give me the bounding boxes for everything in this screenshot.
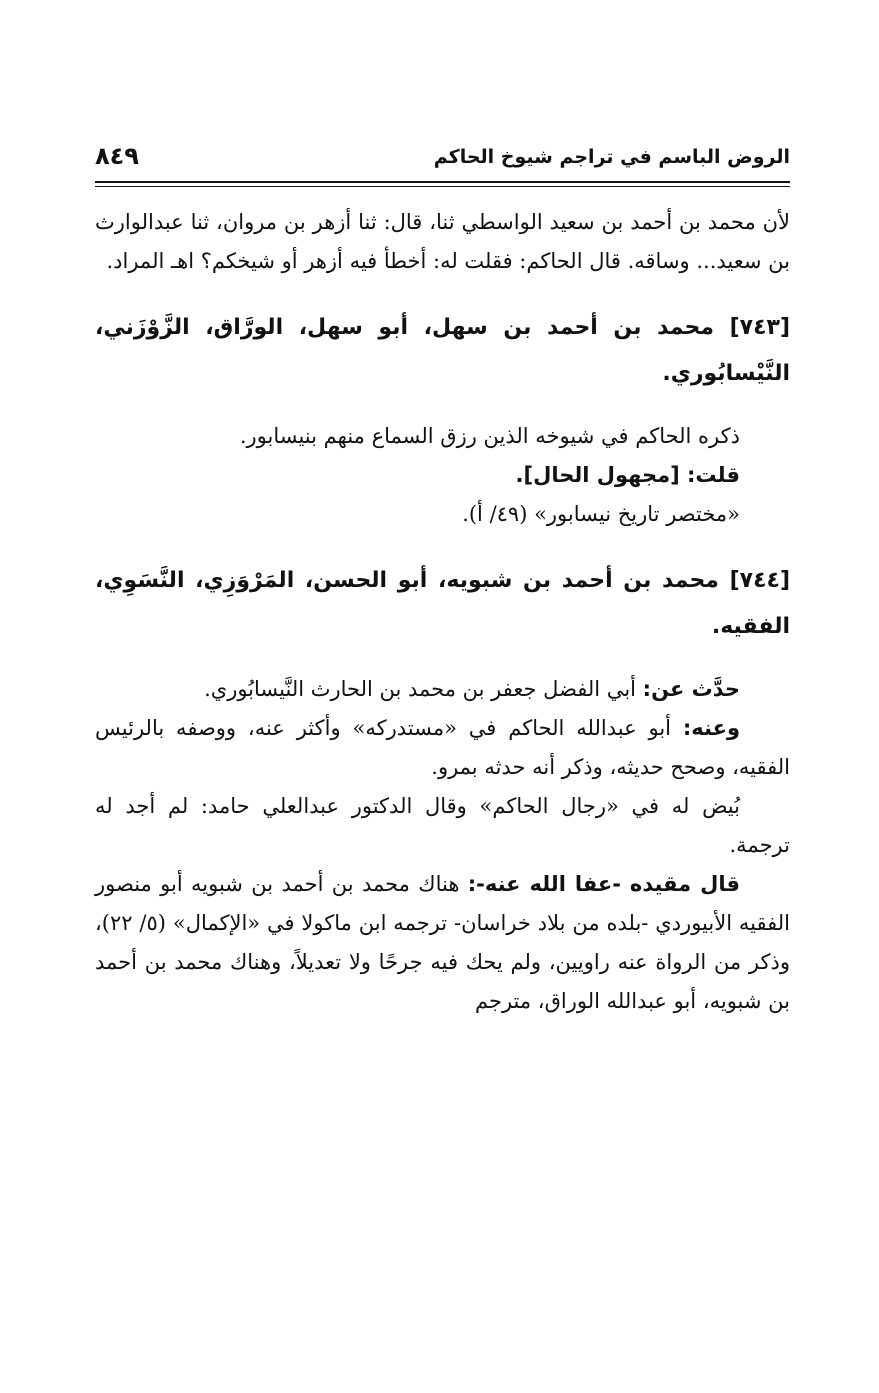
entry-744-author-comment xyxy=(95,865,790,1021)
entry-743-verdict: قلت: [مجهول الحال]. xyxy=(515,463,740,487)
author-comment-text: هناك محمد بن أحمد بن شبويه أبو منصور الفقيه الأبيوردي -بلده من بلاد خراسان- ترجمه ابن ماكولا في «الإكمال» (٥/ ٢٢)، وذكر من الرواة عنه راويين، ولم يحك فيه جرحًا ولا تعديلاً، وهناك محمد بن أحمد بن شبويه، أبو عبدالله الوراق، مترجم xyxy=(95,872,790,1013)
narrators-label: وعنه: xyxy=(682,716,740,740)
entry-744-heading: [٧٤٤] محمد بن أحمد بن شبويه، أبو الحسن، المَرْوَزِي، النَّسَوِي، الفقيه. xyxy=(95,568,790,639)
author-comment-label: قال مقيده -عفا الله عنه-: xyxy=(467,872,740,896)
narrated-from-label: حدَّث عن: xyxy=(642,677,740,701)
page-header xyxy=(95,140,790,184)
entry-744-narrators xyxy=(95,709,790,787)
entry-743-heading: [٧٤٣] محمد بن أحمد بن سهل، أبو سهل، الورَّاق، الزَّوْزَني، النَّيْسابُوري. xyxy=(95,315,790,386)
entry-744-blank-note: بُيض له في «رجال الحاكم» وقال الدكتور عبدالعلي حامد: لم أجد له ترجمة. xyxy=(95,794,790,857)
page-number: ٨٤٩ xyxy=(95,142,139,170)
narrators-text: أبو عبدالله الحاكم في «مستدركه» وأكثر عنه، ووصفه بالرئيس الفقيه، وصحح حديثه، وذكر أنه حدثه بمرو. xyxy=(95,716,790,779)
header-rule-thin xyxy=(95,186,790,187)
entry-744-narrated-from xyxy=(95,670,790,709)
narrated-from-text: أبي الفضل جعفر بن محمد بن الحارث النَّيسابُوري. xyxy=(204,677,643,701)
main-text xyxy=(95,203,790,1021)
intro-paragraph: لأن محمد بن أحمد بن سعيد الواسطي ثنا، قال: ثنا أزهر بن مروان، ثنا عبدالوارث بن سعيد... وساقه. قال الحاكم: فقلت له: أخطأ فيه أزهر أو شيخكم؟ اهـ المراد. xyxy=(95,210,790,273)
entry-743-mention: ذكره الحاكم في شيوخه الذين رزق السماع منهم بنيسابور. xyxy=(239,424,740,448)
header-rule-thick xyxy=(95,181,790,183)
running-title: الروض الباسم في تراجم شيوخ الحاكم xyxy=(433,146,790,168)
entry-743-source: «مختصر تاريخ نيسابور» (٤٩/ أ). xyxy=(462,502,740,526)
